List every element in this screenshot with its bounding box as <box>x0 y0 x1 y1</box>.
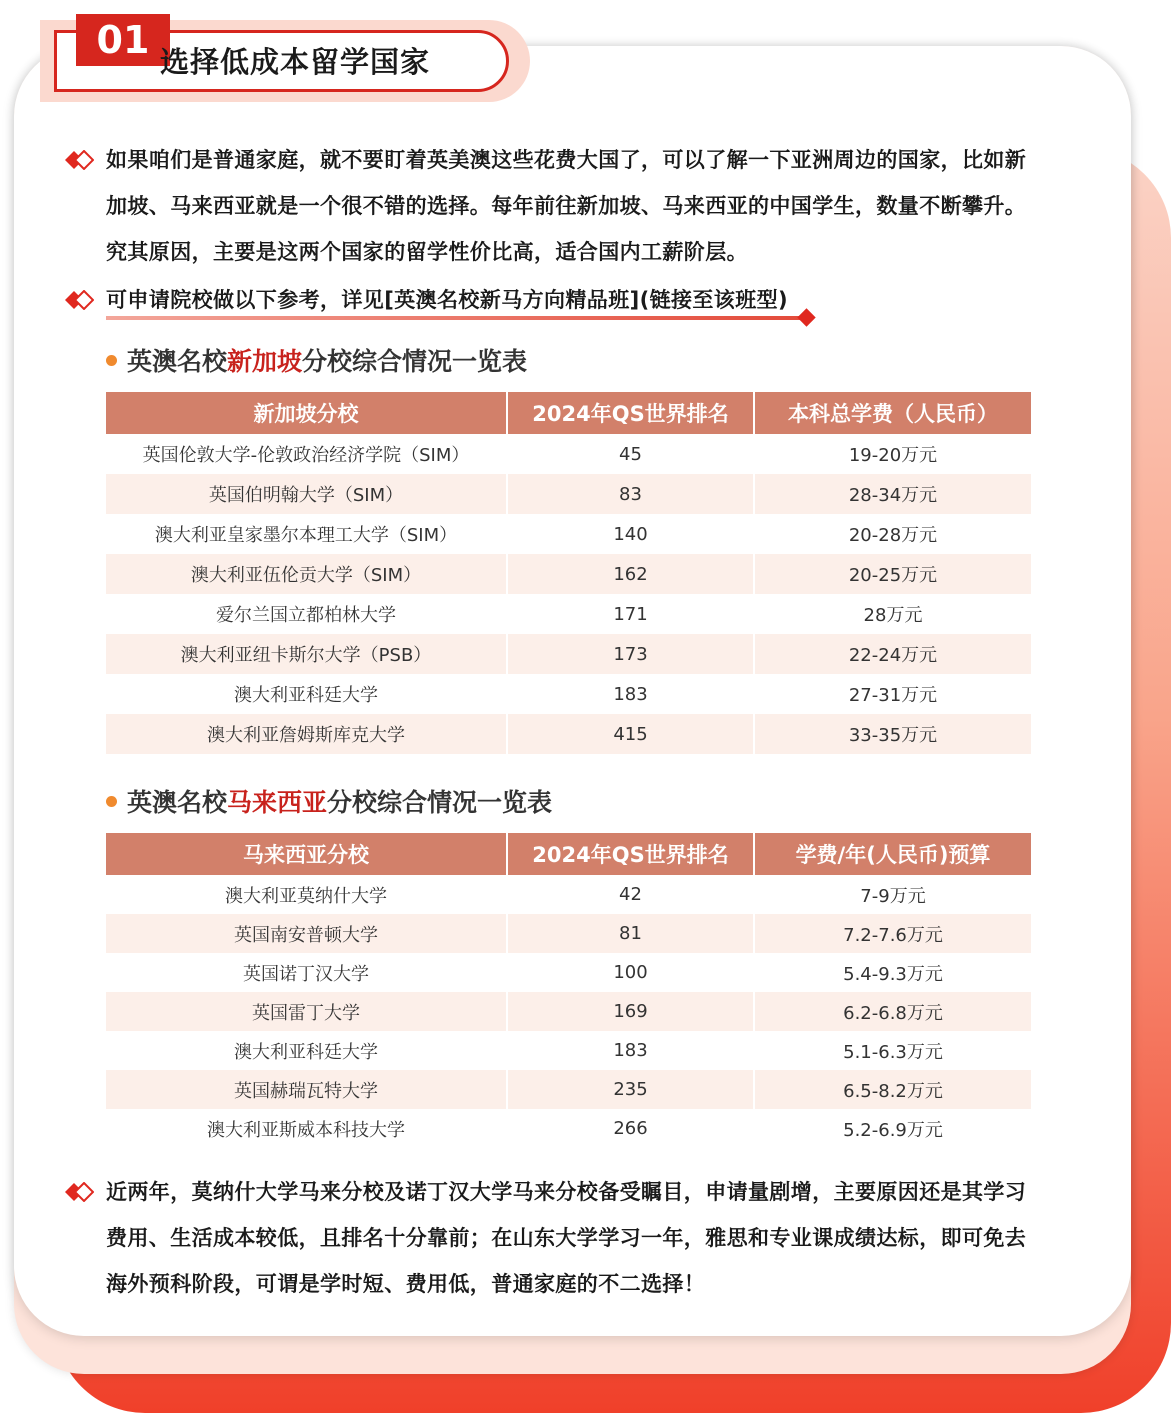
fee-cell: 28-34万元 <box>755 474 1031 514</box>
rank-cell: 171 <box>508 594 755 634</box>
school-cell: 英国雷丁大学 <box>106 992 508 1031</box>
diamond-bullet-icon <box>64 290 94 310</box>
diamond-bullet-icon <box>64 1182 94 1202</box>
section-number: 01 <box>76 14 170 66</box>
fee-cell: 20-25万元 <box>755 554 1031 594</box>
table-row <box>106 1109 1031 1148</box>
rank-cell: 173 <box>508 634 755 674</box>
bullet-dot-icon <box>106 355 117 366</box>
rank-cell: 235 <box>508 1070 755 1109</box>
table-row <box>106 634 1031 674</box>
rank-cell: 266 <box>508 1109 755 1148</box>
table-row <box>106 1070 1031 1109</box>
rank-cell: 169 <box>508 992 755 1031</box>
program-link[interactable]: 可申请院校做以下参考，详见[英澳名校新马方向精品班](链接至该班型) <box>106 288 788 312</box>
school-cell: 澳大利亚莫纳什大学 <box>106 875 508 914</box>
school-cell: 澳大利亚伍伦贡大学（SIM） <box>106 554 508 594</box>
intro-paragraph: 如果咱们是普通家庭，就不要盯着英美澳这些花费大国了，可以了解一下亚洲周边的国家，比如新加坡、马来西亚就是一个很不错的选择。每年前往新加坡、马来西亚的中国学生，数量不断攀升。究其原因，主要是这两个国家的留学性价比高，适合国内工薪阶层。 <box>106 148 1027 264</box>
fee-cell: 20-28万元 <box>755 514 1031 554</box>
school-cell: 爱尔兰国立都柏林大学 <box>106 594 508 634</box>
section-title: 选择低成本留学国家 <box>160 45 431 79</box>
table-row <box>106 434 1031 474</box>
table-row <box>106 992 1031 1031</box>
school-cell: 澳大利亚纽卡斯尔大学（PSB） <box>106 634 508 674</box>
school-cell: 英国伯明翰大学（SIM） <box>106 474 508 514</box>
rank-cell: 45 <box>508 434 755 474</box>
fee-cell: 19-20万元 <box>755 434 1031 474</box>
table-row <box>106 1031 1031 1070</box>
table-row <box>106 714 1031 754</box>
school-cell: 澳大利亚科廷大学 <box>106 674 508 714</box>
table-row <box>106 514 1031 554</box>
link-underline <box>106 316 806 320</box>
column-header: 2024年QS世界排名 <box>508 392 755 434</box>
fee-cell: 5.1-6.3万元 <box>755 1031 1031 1070</box>
singapore-table <box>106 392 1031 754</box>
bullet-dot-icon <box>106 796 117 807</box>
school-cell: 澳大利亚皇家墨尔本理工大学（SIM） <box>106 514 508 554</box>
table-row <box>106 914 1031 953</box>
table-row <box>106 594 1031 634</box>
diamond-bullet-icon <box>64 150 94 170</box>
table-header-row <box>106 833 1031 875</box>
rank-cell: 100 <box>508 953 755 992</box>
column-header: 本科总学费（人民币） <box>755 392 1031 434</box>
rank-cell: 81 <box>508 914 755 953</box>
rank-cell: 183 <box>508 674 755 714</box>
fee-cell: 33-35万元 <box>755 714 1031 754</box>
rank-cell: 415 <box>508 714 755 754</box>
fee-cell: 27-31万元 <box>755 674 1031 714</box>
rank-cell: 140 <box>508 514 755 554</box>
table-row <box>106 674 1031 714</box>
section-header <box>40 14 530 104</box>
fee-cell: 7-9万元 <box>755 875 1031 914</box>
school-cell: 英国伦敦大学-伦敦政治经济学院（SIM） <box>106 434 508 474</box>
rank-cell: 162 <box>508 554 755 594</box>
fee-cell: 7.2-7.6万元 <box>755 914 1031 953</box>
malaysia-table <box>106 833 1031 1148</box>
column-header: 马来西亚分校 <box>106 833 508 875</box>
malaysia-table-title: 英澳名校马来西亚分校综合情况一览表 <box>106 783 552 819</box>
table-header-row <box>106 392 1031 434</box>
column-header: 学费/年(人民币)预算 <box>755 833 1031 875</box>
school-cell: 英国赫瑞瓦特大学 <box>106 1070 508 1109</box>
fee-cell: 6.5-8.2万元 <box>755 1070 1031 1109</box>
rank-cell: 183 <box>508 1031 755 1070</box>
fee-cell: 22-24万元 <box>755 634 1031 674</box>
table-row <box>106 554 1031 594</box>
column-header: 2024年QS世界排名 <box>508 833 755 875</box>
singapore-table-title: 英澳名校新加坡分校综合情况一览表 <box>106 342 527 378</box>
fee-cell: 5.2-6.9万元 <box>755 1109 1031 1148</box>
table-row <box>106 474 1031 514</box>
school-cell: 澳大利亚斯威本科技大学 <box>106 1109 508 1148</box>
table-row <box>106 875 1031 914</box>
column-header: 新加坡分校 <box>106 392 508 434</box>
school-cell: 英国南安普顿大学 <box>106 914 508 953</box>
fee-cell: 5.4-9.3万元 <box>755 953 1031 992</box>
fee-cell: 6.2-6.8万元 <box>755 992 1031 1031</box>
rank-cell: 83 <box>508 474 755 514</box>
school-cell: 英国诺丁汉大学 <box>106 953 508 992</box>
school-cell: 澳大利亚科廷大学 <box>106 1031 508 1070</box>
closing-paragraph: 近两年，莫纳什大学马来分校及诺丁汉大学马来分校备受瞩目，申请量剧增，主要原因还是其学习费用、生活成本较低，且排名十分靠前；在山东大学学习一年，雅思和专业课成绩达标，即可免去海外预科阶段，可谓是学时短、费用低，普通家庭的不二选择！ <box>106 1180 1027 1296</box>
fee-cell: 28万元 <box>755 594 1031 634</box>
table-row <box>106 953 1031 992</box>
school-cell: 澳大利亚詹姆斯库克大学 <box>106 714 508 754</box>
rank-cell: 42 <box>508 875 755 914</box>
